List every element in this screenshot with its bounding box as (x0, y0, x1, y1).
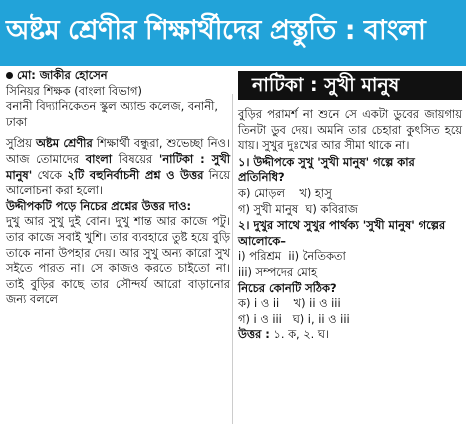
author-name: মো: জাকীর হোসেন (17, 68, 108, 82)
passage-left: দুখু আর সুখু দুই বোন। দুখু শান্ত আর কাজে পটু। তার কাজে সবাই খুশি। তার ব্যবহারে তুষ্ট হয়ে বুড়ি তাকে নানা উপহার দেয়। আর সুখু অন্য কারো সুখ সইতে পারত না। সে কাজও করতে চাইতো না। তাই বুড়ির কাছে তার সৌন্দর্য আরো বাড়ানোর জন্য বললে (6, 214, 230, 307)
q1-option-d: ঘ) কবিরাজ (305, 201, 358, 216)
q2-options (238, 296, 462, 327)
q2-statements (238, 249, 462, 280)
passage-right: বুড়ির পরামর্শ না শুনে সে একটা ডুবের জায়গায় তিনটা ডুব দেয়। অমনি তার চেহারা কুৎসিত হয়ে যায়। সুখুর দুঃখের আর সীমা থাকে না। (238, 107, 462, 153)
q1-option-b: খ) হাসু (299, 185, 332, 200)
author-school: বনানী বিদ্যানিকেতন স্কুল অ্যান্ড কলেজ, বনানী, ঢাকা (6, 99, 218, 129)
title-banner (0, 0, 466, 66)
q1-options (238, 186, 462, 217)
left-column (6, 68, 230, 308)
answer-line (238, 327, 462, 343)
q1-option-a: ক) মোড়ল (238, 185, 285, 200)
q2-option-c: গ) i ও iii (238, 311, 282, 326)
column-divider (232, 94, 233, 424)
answer-value: ১. ক, ২. ঘ। (269, 327, 330, 342)
instruction: উদ্দীপকটি পড়ে নিচের প্রশ্নের উত্তর দাও: (6, 198, 192, 213)
section-heading: নাটিকা : সুখী মানুষ (238, 71, 462, 100)
q2-statement-i: i) পরিশ্রম (238, 249, 282, 264)
page-title: অষ্টম শ্রেণীর শিক্ষার্থীদের প্রস্তুতি : বাংলা (6, 15, 426, 46)
question-1: ১। উদ্দীপকে সুখু 'সুখী মানুষ' গল্পে কার প্রতিনিধি? (238, 154, 415, 185)
bullet-icon (6, 72, 13, 79)
intro-paragraph: সুপ্রিয় অষ্টম শ্রেণীর শিক্ষার্থী বন্ধুরা, শুভেচ্ছা নিও। আজ তোমাদের বাংলা বিষয়ের 'নাটিকা : সুখী মানুষ' থেকে ২টি বহুনির্বাচনী প্রশ্ন ও উত্তর নিয়ে আলোচনা করা হলো। (6, 136, 231, 198)
q2-statement-iii: iii) সম্পদের মোহ (238, 264, 317, 279)
right-column (238, 68, 462, 343)
q1-option-c: গ) সুখী মানুষ (238, 201, 299, 216)
author-role: সিনিয়র শিক্ষক (বাংলা বিভাগ) (6, 83, 142, 98)
q2-statement-ii: ii) নৈতিকতা (288, 249, 346, 264)
author-block (6, 68, 230, 130)
question-2: ২। দুখুর সাথে সুখুর পার্থক্য 'সুখী মানুষ' গল্পের আলোকে– (238, 218, 446, 248)
q2-option-d: ঘ) i, ii ও iii (292, 311, 350, 326)
q2-option-a: ক) i ও ii (238, 296, 280, 311)
q2-prompt: নিচের কোনটি সঠিক? (238, 280, 337, 295)
q2-option-b: খ) ii ও iii (293, 296, 341, 311)
answer-label: উত্তর : (238, 327, 270, 342)
